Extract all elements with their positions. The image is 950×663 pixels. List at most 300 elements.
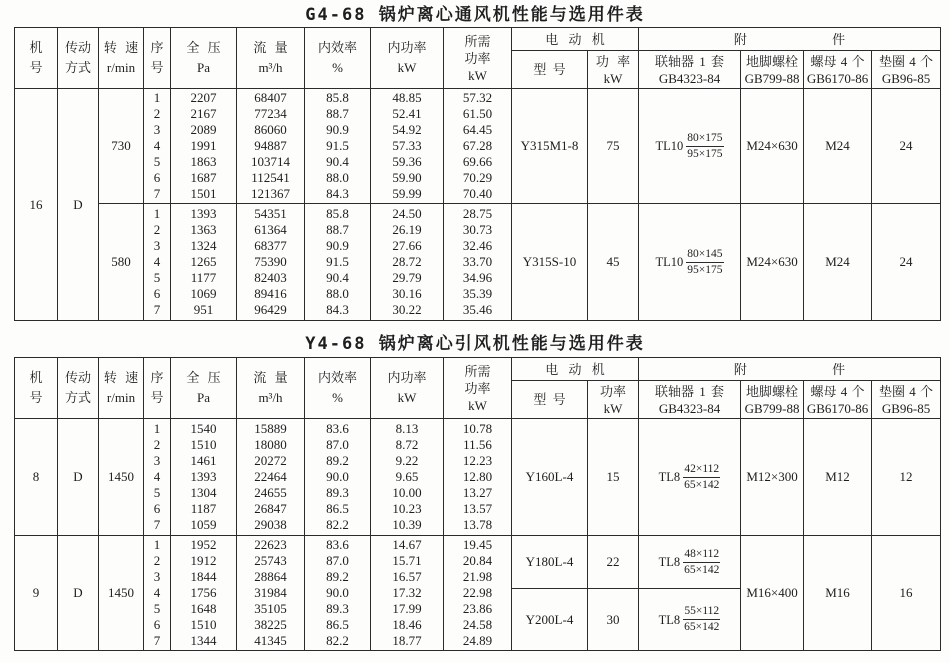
header-text: 方式	[64, 390, 91, 405]
header-text: %	[332, 60, 343, 75]
motor-power-cell	[588, 589, 639, 651]
efficiency-cell	[305, 204, 371, 321]
pressure-value: 1393	[190, 206, 217, 221]
pressure-cell	[171, 419, 237, 536]
efficiency-value: 89.2	[326, 453, 349, 468]
drive-value: D	[73, 196, 83, 212]
seq-value: 6	[153, 501, 161, 516]
required-power-value: 69.66	[462, 154, 493, 169]
required-power-value: 13.57	[462, 501, 493, 516]
internal-power-cell	[371, 204, 444, 321]
pressure-value: 1461	[190, 453, 217, 468]
machine-no-value: 16	[29, 196, 43, 212]
internal-power-cell	[371, 419, 444, 536]
seq-value: 4	[153, 469, 161, 484]
coupling-type: TL8	[658, 470, 681, 484]
speed-value: 1450	[108, 469, 134, 484]
seq-value: 3	[153, 569, 161, 584]
efficiency-value: 89.3	[326, 485, 349, 500]
pressure-value: 1363	[190, 222, 217, 237]
internal-power-value: 30.16	[392, 286, 422, 301]
header-anchor-bolt	[741, 381, 804, 419]
header-text: m³/h	[258, 390, 283, 405]
seq-value: 2	[153, 437, 161, 452]
nut-cell	[804, 89, 872, 204]
header-text: 附 件	[733, 31, 846, 47]
internal-power-value: 18.46	[392, 617, 422, 632]
efficiency-value: 88.7	[326, 106, 349, 121]
required-power-value: 10.78	[462, 421, 493, 436]
coupling-spec	[656, 132, 724, 161]
pressure-value: 2089	[190, 122, 217, 137]
required-power-value: 70.29	[462, 170, 493, 185]
header-text: 所需	[464, 33, 491, 49]
coupling-cell	[639, 204, 741, 321]
header-text: 传动	[64, 40, 91, 55]
pressure-cell	[171, 89, 237, 204]
header-text: 地脚螺栓	[746, 383, 799, 399]
seq-cell	[144, 204, 171, 321]
required-power-cell	[444, 419, 512, 536]
motor-power-cell	[588, 204, 639, 321]
header-text: %	[332, 390, 343, 405]
nut-value: M16	[825, 585, 850, 600]
table-row	[15, 536, 941, 589]
internal-power-value: 17.32	[392, 585, 422, 600]
flow-cell	[237, 204, 305, 321]
required-power-value: 23.86	[462, 601, 493, 616]
flow-value: 68407	[254, 90, 287, 105]
header-text: 功率	[600, 383, 627, 399]
header-text: kW	[603, 400, 623, 416]
table-title: G4-68 锅炉离心通风机性能与选用件表	[305, 5, 645, 25]
seq-value: 2	[153, 106, 161, 121]
coupling-fraction	[686, 132, 723, 161]
seq-cell	[144, 89, 171, 204]
pressure-cell	[171, 536, 237, 651]
motor-model-value: Y160L-4	[525, 469, 574, 484]
required-power-value: 11.56	[463, 437, 492, 452]
header-motor-power	[588, 51, 639, 89]
pressure-value: 2167	[190, 106, 217, 121]
header-text: kW	[468, 67, 487, 83]
required-power-value: 34.96	[462, 270, 493, 285]
speed-value: 730	[111, 138, 131, 153]
seq-value: 5	[153, 601, 161, 616]
motor-model-cell	[512, 204, 588, 321]
required-power-value: 22.98	[462, 585, 493, 600]
motor-power-value: 30	[606, 611, 620, 627]
header-text: 联轴器 1 套	[655, 383, 725, 399]
required-power-value: 12.23	[462, 453, 493, 468]
machine-no-value: 8	[32, 469, 40, 484]
header-text: 所需	[464, 363, 491, 379]
header-machine-no	[15, 28, 58, 89]
coupling-fraction	[683, 548, 720, 577]
coupling-fraction	[683, 463, 720, 492]
header-drive	[58, 28, 99, 89]
pressure-value: 1393	[190, 469, 217, 484]
header-text: 功率	[464, 50, 491, 66]
required-power-value: 13.27	[462, 485, 493, 500]
efficiency-value: 86.5	[326, 617, 349, 632]
required-power-value: 35.39	[462, 286, 493, 301]
motor-model-cell	[512, 89, 588, 204]
pressure-value: 1304	[190, 485, 217, 500]
header-flow	[237, 28, 305, 89]
required-power-value: 64.45	[462, 122, 493, 137]
header-coupling	[639, 381, 741, 419]
header-text: 电 动 机	[545, 361, 605, 377]
required-power-value: 33.70	[462, 254, 493, 269]
flow-value: 38225	[254, 617, 287, 632]
header-pressure	[171, 358, 237, 419]
machine-no-cell	[15, 89, 58, 321]
header-pressure	[171, 28, 237, 89]
pressure-value: 1069	[190, 286, 217, 301]
header-text: 机	[29, 40, 43, 55]
speed-cell	[99, 89, 144, 204]
seq-value: 4	[153, 585, 161, 600]
coupling-denominator: 65×142	[684, 563, 720, 576]
required-power-value: 20.84	[462, 553, 493, 568]
header-internal-power	[371, 358, 444, 419]
flow-value: 68377	[254, 238, 287, 253]
efficiency-value: 85.8	[326, 90, 349, 105]
coupling-denominator: 65×142	[684, 478, 720, 491]
required-power-value: 67.28	[462, 138, 493, 153]
performance-table	[14, 357, 941, 651]
anchor-bolt-value: M24×630	[746, 254, 798, 269]
seq-value: 5	[153, 270, 161, 285]
flow-cell	[237, 419, 305, 536]
required-power-value: 61.50	[462, 106, 493, 121]
internal-power-value: 16.57	[392, 569, 422, 584]
internal-power-value: 18.77	[392, 633, 422, 648]
flow-value: 89416	[254, 286, 287, 301]
table-title: Y4-68 锅炉离心引风机性能与选用件表	[305, 334, 645, 354]
efficiency-value: 84.3	[326, 186, 349, 201]
pressure-value: 1510	[190, 617, 217, 632]
header-text: r/min	[106, 390, 136, 405]
header-text: 附 件	[733, 361, 846, 377]
flow-value: 28864	[254, 569, 287, 584]
seq-value: 1	[153, 537, 161, 552]
required-power-value: 13.78	[462, 517, 493, 532]
drive-value: D	[73, 585, 83, 600]
internal-power-value: 15.71	[392, 553, 422, 568]
header-text: 序	[150, 40, 164, 55]
internal-power-value: 10.00	[392, 485, 422, 500]
header-text: 内功率	[387, 40, 427, 55]
efficiency-value: 88.0	[326, 286, 349, 301]
internal-power-value: 54.92	[392, 122, 422, 137]
header-motor	[512, 28, 639, 51]
anchor-bolt-cell	[741, 419, 804, 536]
header-text: GB96-85	[881, 400, 931, 416]
drive-cell	[58, 536, 99, 651]
coupling-numerator: 55×112	[683, 605, 720, 620]
pressure-value: 1059	[190, 517, 217, 532]
header-seq	[144, 28, 171, 89]
flow-value: 103714	[251, 154, 290, 169]
pressure-value: 1324	[190, 238, 217, 253]
table-row	[15, 89, 941, 204]
internal-power-value: 30.22	[392, 302, 422, 317]
washer-value: 16	[899, 585, 913, 600]
flow-value: 26847	[254, 501, 287, 516]
internal-power-value: 26.19	[392, 222, 422, 237]
pressure-value: 2207	[190, 90, 217, 105]
efficiency-value: 90.9	[326, 238, 349, 253]
pressure-value: 1756	[190, 585, 217, 600]
nut-value: M12	[825, 469, 850, 484]
table-body	[15, 89, 941, 321]
efficiency-value: 90.4	[326, 270, 349, 285]
flow-value: 77234	[254, 106, 287, 121]
header-text: 功率	[464, 380, 491, 396]
header-coupling	[639, 51, 741, 89]
nut-value: M24	[825, 138, 850, 153]
seq-value: 4	[153, 138, 161, 153]
motor-power-value: 15	[606, 469, 620, 484]
required-power-value: 24.58	[462, 617, 493, 632]
header-text: 号	[150, 60, 164, 75]
internal-power-value: 59.99	[392, 186, 422, 201]
efficiency-value: 91.5	[326, 138, 349, 153]
speed-value: 580	[111, 254, 131, 269]
seq-value: 2	[153, 553, 161, 568]
washer-value: 24	[899, 254, 913, 269]
seq-value: 2	[153, 222, 161, 237]
seq-value: 7	[153, 633, 161, 648]
coupling-type: TL8	[658, 555, 681, 569]
header-washer	[872, 381, 941, 419]
nut-cell	[804, 536, 872, 651]
flow-value: 31984	[254, 585, 287, 600]
header-text: 型 号	[533, 62, 566, 77]
washer-cell	[872, 536, 941, 651]
machine-no-cell	[15, 419, 58, 536]
motor-power-value: 75	[606, 138, 620, 153]
internal-power-value: 8.72	[395, 437, 419, 452]
coupling-cell	[639, 536, 741, 589]
coupling-fraction	[683, 605, 720, 634]
header-text: r/min	[106, 60, 136, 75]
pressure-value: 1510	[190, 437, 217, 452]
nut-value: M24	[825, 254, 850, 269]
internal-power-value: 52.41	[392, 106, 422, 121]
internal-power-value: 24.50	[392, 206, 422, 221]
flow-value: 29038	[254, 517, 287, 532]
machine-no-value: 9	[32, 585, 40, 600]
coupling-spec	[656, 248, 724, 277]
required-power-value: 70.40	[462, 186, 493, 201]
efficiency-value: 82.2	[326, 517, 349, 532]
efficiency-value: 84.3	[326, 302, 349, 317]
seq-cell	[144, 536, 171, 651]
header-text: 序	[150, 370, 164, 385]
anchor-bolt-value: M16×400	[746, 585, 798, 600]
efficiency-value: 89.2	[326, 569, 349, 584]
header-speed	[99, 358, 144, 419]
flow-value: 18080	[254, 437, 287, 452]
flow-value: 61364	[254, 222, 287, 237]
efficiency-value: 90.0	[326, 585, 349, 600]
motor-model-value: Y315S-10	[522, 254, 577, 269]
flow-value: 112541	[251, 170, 290, 185]
table-row	[15, 204, 941, 321]
pressure-value: 1952	[190, 537, 217, 552]
seq-value: 1	[153, 90, 161, 105]
washer-value: 12	[899, 469, 913, 484]
flow-value: 54351	[254, 206, 287, 221]
header-efficiency	[305, 358, 371, 419]
header-motor-power	[588, 381, 639, 419]
internal-power-value: 48.85	[392, 90, 422, 105]
seq-value: 7	[153, 302, 161, 317]
motor-model-cell	[512, 419, 588, 536]
header-text: 型 号	[533, 392, 566, 407]
efficiency-value: 85.8	[326, 206, 349, 221]
internal-power-value: 28.72	[392, 254, 422, 269]
header-text: kW	[468, 397, 487, 413]
coupling-numerator: 80×175	[686, 132, 723, 147]
flow-value: 82403	[254, 270, 287, 285]
header-text: 转 速	[103, 370, 139, 385]
seq-value: 6	[153, 286, 161, 301]
pressure-value: 1687	[190, 170, 217, 185]
seq-cell	[144, 419, 171, 536]
anchor-bolt-cell	[741, 89, 804, 204]
header-required-power	[444, 358, 512, 419]
efficiency-value: 86.5	[326, 501, 349, 516]
motor-model-cell	[512, 589, 588, 651]
seq-value: 1	[153, 206, 161, 221]
header-anchor-bolt	[741, 51, 804, 89]
speed-value: 1450	[108, 585, 134, 600]
efficiency-cell	[305, 536, 371, 651]
pressure-value: 951	[193, 302, 214, 317]
header-text: kW	[397, 390, 417, 405]
machine-no-cell	[15, 536, 58, 651]
internal-power-value: 14.67	[392, 537, 422, 552]
required-power-value: 12.80	[462, 469, 493, 484]
washer-value: 24	[899, 138, 913, 153]
header-motor-model	[512, 51, 588, 89]
drive-cell	[58, 419, 99, 536]
coupling-spec	[659, 548, 721, 577]
coupling-cell	[639, 89, 741, 204]
seq-value: 7	[153, 186, 161, 201]
header-text: 内功率	[387, 370, 427, 385]
header-text: kW	[603, 70, 623, 86]
coupling-cell	[639, 589, 741, 651]
table-row	[15, 419, 941, 536]
speed-cell	[99, 419, 144, 536]
motor-model-cell	[512, 536, 588, 589]
washer-cell	[872, 419, 941, 536]
required-power-value: 30.73	[462, 222, 493, 237]
anchor-bolt-value: M24×630	[746, 138, 798, 153]
motor-model-value: Y180L-4	[525, 554, 574, 569]
internal-power-value: 59.90	[392, 170, 422, 185]
internal-power-value: 8.13	[395, 421, 419, 436]
flow-value: 121367	[251, 186, 290, 201]
anchor-bolt-cell	[741, 204, 804, 321]
header-text: 联轴器 1 套	[655, 53, 725, 69]
drive-cell	[58, 89, 99, 321]
seq-value: 6	[153, 170, 161, 185]
header-seq	[144, 358, 171, 419]
header-text: GB799-88	[744, 400, 800, 416]
header-text: 号	[29, 390, 43, 405]
flow-value: 24655	[254, 485, 287, 500]
washer-cell	[872, 204, 941, 321]
header-text: 号	[29, 60, 43, 75]
header-flow	[237, 358, 305, 419]
header-text: GB799-88	[744, 70, 800, 86]
header-text: 内效率	[317, 40, 357, 55]
efficiency-value: 82.2	[326, 633, 349, 648]
internal-power-value: 10.39	[392, 517, 422, 532]
required-power-value: 32.46	[462, 238, 493, 253]
required-power-value: 24.89	[462, 633, 493, 648]
motor-power-value: 45	[606, 254, 620, 269]
coupling-denominator: 95×175	[687, 263, 723, 276]
header-accessories	[639, 28, 941, 51]
flow-value: 22464	[254, 469, 287, 484]
pressure-value: 1501	[190, 186, 217, 201]
header-internal-power	[371, 28, 444, 89]
header-text: 转 速	[103, 40, 139, 55]
header-text: 垫圈 4 个	[879, 383, 934, 399]
coupling-denominator: 95×175	[687, 147, 723, 160]
internal-power-cell	[371, 89, 444, 204]
header-motor-model	[512, 381, 588, 419]
flow-value: 35105	[254, 601, 287, 616]
table-body	[15, 419, 941, 651]
header-nut	[804, 51, 872, 89]
efficiency-value: 83.6	[326, 421, 349, 436]
header-efficiency	[305, 28, 371, 89]
header-text: 内效率	[317, 370, 357, 385]
efficiency-value: 90.0	[326, 469, 349, 484]
efficiency-value: 88.0	[326, 170, 349, 185]
required-power-value: 57.32	[462, 90, 493, 105]
header-text: 传动	[64, 370, 91, 385]
header-speed	[99, 28, 144, 89]
motor-power-cell	[588, 536, 639, 589]
pressure-value: 1991	[190, 138, 217, 153]
internal-power-value: 59.36	[392, 154, 422, 169]
seq-value: 3	[153, 238, 161, 253]
pressure-value: 1863	[190, 154, 217, 169]
header-text: 螺母 4 个	[810, 53, 865, 69]
header-text: 全 压	[186, 370, 221, 385]
flow-value: 22623	[254, 537, 287, 552]
coupling-spec	[659, 605, 721, 634]
required-power-cell	[444, 89, 512, 204]
flow-value: 25743	[254, 553, 287, 568]
header-text: 号	[150, 390, 164, 405]
seq-value: 7	[153, 517, 161, 532]
header-motor	[512, 358, 639, 381]
header-nut	[804, 381, 872, 419]
speed-cell	[99, 204, 144, 321]
motor-model-value: Y315M1-8	[520, 138, 579, 153]
coupling-numerator: 80×145	[686, 248, 723, 263]
